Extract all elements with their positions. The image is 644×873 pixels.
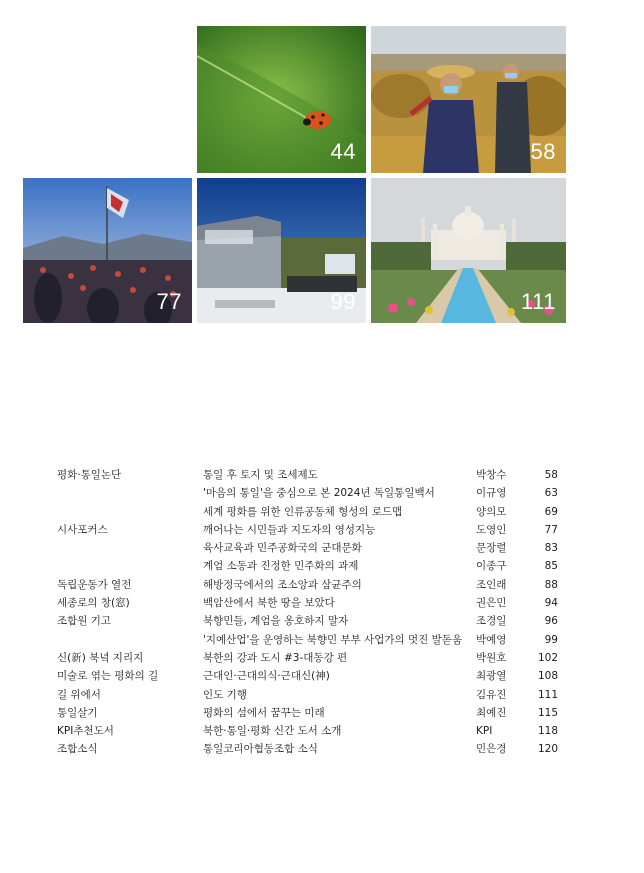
toc-page-number: 108	[537, 670, 558, 683]
toc-entry[interactable]	[0, 503, 644, 521]
photo-farmer	[371, 26, 566, 173]
toc-author: KPI	[476, 725, 493, 738]
toc-section-label: 독립운동가 열전	[57, 578, 132, 591]
photo-factory	[197, 178, 366, 323]
toc-page-number: 58	[544, 469, 558, 481]
toc-author: 조인래	[476, 578, 507, 591]
toc-article-title: 북한·통일·평화 신간 도서 소개	[203, 725, 342, 738]
toc-page-number: 63	[544, 487, 558, 500]
toc-entry[interactable]	[0, 740, 644, 758]
toc-page-number: 83	[544, 542, 558, 555]
toc-page-number: 120	[537, 743, 558, 756]
toc-page-number: 99	[544, 633, 558, 646]
toc-section-label: KPI추천도서	[57, 725, 114, 738]
toc-author: 박창수	[476, 469, 507, 481]
toc-author: 문장렬	[476, 542, 507, 555]
photo-page-number: 111	[521, 289, 556, 314]
toc-author: 박예영	[476, 633, 507, 646]
toc-article-title: '마음의 통일'을 중심으로 본 2024년 독일통일백서	[203, 487, 435, 500]
toc-article-title: 육사교육과 민주공화국의 군대문화	[203, 542, 362, 555]
toc-section-label: 세종로의 창(窓)	[57, 597, 130, 610]
toc-author: 최예진	[476, 706, 507, 719]
table-of-contents	[0, 466, 644, 759]
toc-entry[interactable]	[0, 649, 644, 667]
toc-entry[interactable]	[0, 612, 644, 630]
photo-ladybug	[197, 26, 366, 173]
toc-article-title: 평화의 섬에서 꿈꾸는 미래	[203, 706, 325, 719]
toc-article-title: 계엄 소동과 진정한 민주화의 과제	[203, 560, 359, 573]
toc-section-label: 평화·통일논단	[57, 469, 122, 481]
toc-article-title: 백암산에서 북한 땅을 보았다	[203, 597, 335, 610]
toc-author: 권은민	[476, 597, 507, 610]
toc-author: 최광열	[476, 670, 507, 683]
toc-author: 박원호	[476, 651, 507, 664]
toc-article-title: 근대인·근대의식·근대신(神)	[203, 670, 330, 683]
toc-author: 조경일	[476, 615, 507, 628]
toc-article-title: 통일코리아협동조합 소식	[203, 743, 318, 756]
toc-entry[interactable]	[0, 557, 644, 575]
toc-page-number: 88	[544, 578, 558, 591]
toc-entry[interactable]	[0, 667, 644, 685]
toc-author: 민은경	[476, 743, 507, 756]
toc-page-number: 69	[544, 505, 558, 518]
toc-author: 김유진	[476, 688, 507, 701]
toc-section-label: 길 위에서	[57, 688, 101, 701]
toc-entry[interactable]	[0, 539, 644, 557]
toc-entry[interactable]	[0, 631, 644, 649]
toc-author: 도영인	[476, 523, 507, 536]
toc-page-number: 102	[537, 651, 558, 664]
toc-entry[interactable]	[0, 722, 644, 740]
photo-page-number: 44	[330, 139, 356, 164]
toc-author: 양의모	[476, 505, 507, 518]
toc-page-number: 94	[544, 597, 558, 610]
toc-section-label: 시사포커스	[57, 523, 108, 536]
toc-author: 이규영	[476, 487, 507, 500]
toc-page-number: 111	[537, 688, 558, 701]
photo-rally	[23, 178, 192, 323]
toc-author: 이종구	[476, 560, 507, 573]
toc-article-title: 해방정국에서의 조소앙과 삼균주의	[203, 578, 362, 591]
toc-entry[interactable]	[0, 594, 644, 612]
photo-page-number: 58	[530, 139, 556, 164]
photo-page-number: 99	[330, 289, 356, 314]
toc-entry[interactable]	[0, 466, 644, 484]
toc-article-title: 깨어나는 시민들과 지도자의 영성지능	[203, 523, 376, 536]
toc-article-title: 북향민들, 계엄을 옹호하지 말자	[203, 615, 349, 628]
toc-entry[interactable]	[0, 484, 644, 502]
toc-section-label: 조합원 기고	[57, 615, 112, 628]
toc-entry[interactable]	[0, 576, 644, 594]
toc-section-label: 미술로 엮는 평화의 길	[57, 670, 159, 683]
toc-page-number: 118	[537, 725, 558, 738]
toc-section-label: 통일살기	[57, 706, 98, 719]
toc-section-label: 조합소식	[57, 743, 98, 756]
toc-article-title: 세계 평화를 위한 인류공동체 형성의 로드맵	[203, 505, 403, 518]
toc-section-label: 신(新) 북녘 지리지	[57, 651, 144, 664]
toc-entry[interactable]	[0, 521, 644, 539]
photo-tajmahal	[371, 178, 566, 323]
toc-entry[interactable]	[0, 704, 644, 722]
toc-page-number: 85	[544, 560, 558, 573]
toc-page-number: 115	[537, 706, 558, 719]
toc-entry[interactable]	[0, 686, 644, 704]
toc-article-title: '지예산업'을 운영하는 북향민 부부 사업가의 멋진 발돋움	[203, 633, 463, 646]
toc-article-title: 인도 기행	[203, 688, 247, 701]
toc-article-title: 북한의 강과 도시 #3-대동강 편	[203, 651, 348, 664]
toc-article-title: 통일 후 토지 및 조세제도	[203, 469, 318, 481]
photo-page-number: 77	[156, 289, 182, 314]
toc-page-number: 77	[544, 523, 558, 536]
toc-page-number: 96	[544, 615, 558, 628]
